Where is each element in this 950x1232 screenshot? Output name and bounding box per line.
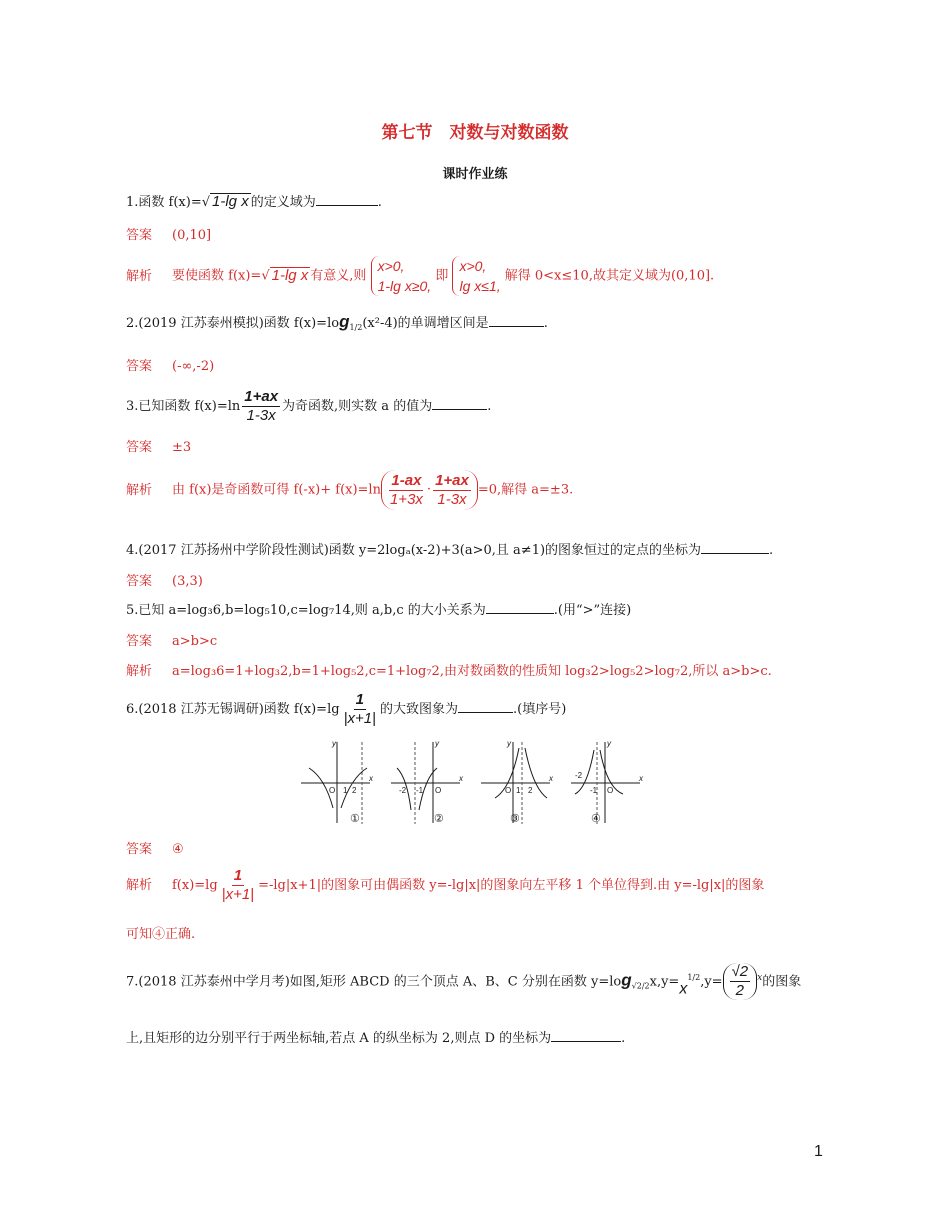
analysis-5: 解析 a=log₃6=1+log₃2,b=1+log₅2,c=1+log₇2,由对数函数的性质知 log₃2>log₅2>log₇2,所以 a>b>c. xyxy=(126,664,772,679)
answer-blank xyxy=(551,1029,621,1042)
candidate-graphs xyxy=(295,738,643,830)
svg-text:1: 1 xyxy=(343,786,348,795)
svg-text:O: O xyxy=(505,786,512,795)
answer-4: 答案 (3,3) xyxy=(126,574,203,589)
svg-text:O: O xyxy=(607,786,614,795)
svg-text:2: 2 xyxy=(528,786,533,795)
q1-radical: 1-lg x xyxy=(212,193,249,210)
svg-text:-1: -1 xyxy=(416,786,424,795)
question-1: 1.函数 f(x)=√ 1-lg x 的定义域为 . xyxy=(126,193,382,210)
question-6: 6.(2018 江苏无锡调研)函数 f(x)=lg $\frac{1}{|x+1|}$ 的大致图象为 .(填序号) xyxy=(126,691,567,727)
answer-blank xyxy=(489,314,544,327)
graph-label-4: ④ xyxy=(591,813,601,825)
q3-fraction: $\frac{1+ax}{1-3x}$ xyxy=(244,388,279,424)
graph-label-2: ② xyxy=(434,813,444,825)
answer-2: 答案 (-∞,-2) xyxy=(126,359,215,374)
svg-text:x: x xyxy=(459,774,463,783)
graph-2 xyxy=(391,739,464,824)
question-4: 4.(2017 江苏扬州中学阶段性测试)函数 y=2logₐ(x-2)+3(a>0,且 a≠1)的图象恒过的定点的坐标为 . xyxy=(126,543,774,558)
answer-blank xyxy=(432,397,487,410)
svg-text:y: y xyxy=(607,739,611,748)
answer-blank xyxy=(486,601,554,614)
question-7-continued: 上,且矩形的边分别平行于两坐标轴,若点 A 的纵坐标为 2,则点 D 的坐标为 . xyxy=(126,1031,626,1046)
analysis-3: 解析 由 f(x)是奇函数可得 f(-x)+ f(x)=ln $\frac{1-ax}{1+3x}$ · $\frac{1+ax}{1-3x}$ =0,解得 a=±3. xyxy=(126,470,573,511)
inequality-system-2: x>0, lg x≤1, xyxy=(452,256,500,296)
svg-text:x: x xyxy=(369,774,373,783)
answer-blank xyxy=(458,700,513,713)
question-2: 2.(2019 江苏泰州模拟)函数 $f(x)=\log_{1/2}(x^2-4)$的单调增区间是 . xyxy=(126,312,548,332)
svg-text:2: 2 xyxy=(352,786,357,795)
analysis-1: 解析 要使函数 f(x)=√ 1-lg x 有意义,则 x>0, 1-lg x≥0, 即 x>0, lg x≤1, 解得 0<x≤10,故其定义域为(0,10]. xyxy=(126,258,715,294)
answer-3: 答案 ±3 xyxy=(126,440,192,455)
section-title: 第七节 对数与对数函数 xyxy=(381,123,569,143)
analysis-6: 解析 f(x)=lg $\frac{1}{|x+1|}$ =-lg|x+1|的图象可由偶函数 y=-lg|x|的图象向左平移 1 个单位得到.由 y=-lg|x|的图象 xyxy=(126,867,765,903)
svg-text:y: y xyxy=(332,739,336,748)
page-number: 1 xyxy=(814,1143,823,1160)
graph-4 xyxy=(571,739,644,824)
answer-6: 答案 ④ xyxy=(126,842,184,857)
svg-text:x: x xyxy=(639,774,643,783)
svg-text:O: O xyxy=(435,786,442,795)
inequality-system-1: x>0, 1-lg x≥0, xyxy=(371,256,432,296)
question-3: 3.已知函数 f(x)=ln $\frac{1+ax}{1-3x}$ 为奇函数,则实数 a 的值为 . xyxy=(126,388,492,424)
graph-3 xyxy=(481,739,554,824)
graph-label-3: ③ xyxy=(510,813,520,825)
graph-1 xyxy=(301,739,374,824)
answer-blank xyxy=(701,541,769,554)
svg-text:1: 1 xyxy=(516,786,521,795)
answer-blank xyxy=(316,193,378,206)
question-5: 5.已知 a=log₃6,b=log₅10,c=log₇14,则 a,b,c 的大小关系为 .(用“>”连接) xyxy=(126,603,632,618)
answer-5: 答案 a>b>c xyxy=(126,634,218,649)
svg-text:-2: -2 xyxy=(575,771,583,780)
svg-text:x: x xyxy=(549,774,553,783)
section-subtitle: 课时作业练 xyxy=(442,167,508,182)
answer-1: 答案 (0,10] xyxy=(126,228,212,243)
svg-text:y: y xyxy=(507,739,511,748)
svg-text:-1: -1 xyxy=(590,786,598,795)
svg-text:O: O xyxy=(329,786,336,795)
svg-text:y: y xyxy=(435,739,439,748)
svg-text:-2: -2 xyxy=(399,786,407,795)
graph-label-1: ① xyxy=(350,813,360,825)
analysis-6-continued: 可知④正确. xyxy=(126,927,196,942)
question-7: 7.(2018 江苏泰州中学月考)如图,矩形 ABCD 的三个顶点 A、B、C 分别在函数 $y=\log_{√2/2}x,y=x^{1/2},y=$ $\frac{√2}{2}$ $^x$的图象 xyxy=(126,963,802,1000)
s3-parenthesized-product: $\frac{1-ax}{1+3x}$ · $\frac{1+ax}{1-3x}$ xyxy=(381,470,478,510)
